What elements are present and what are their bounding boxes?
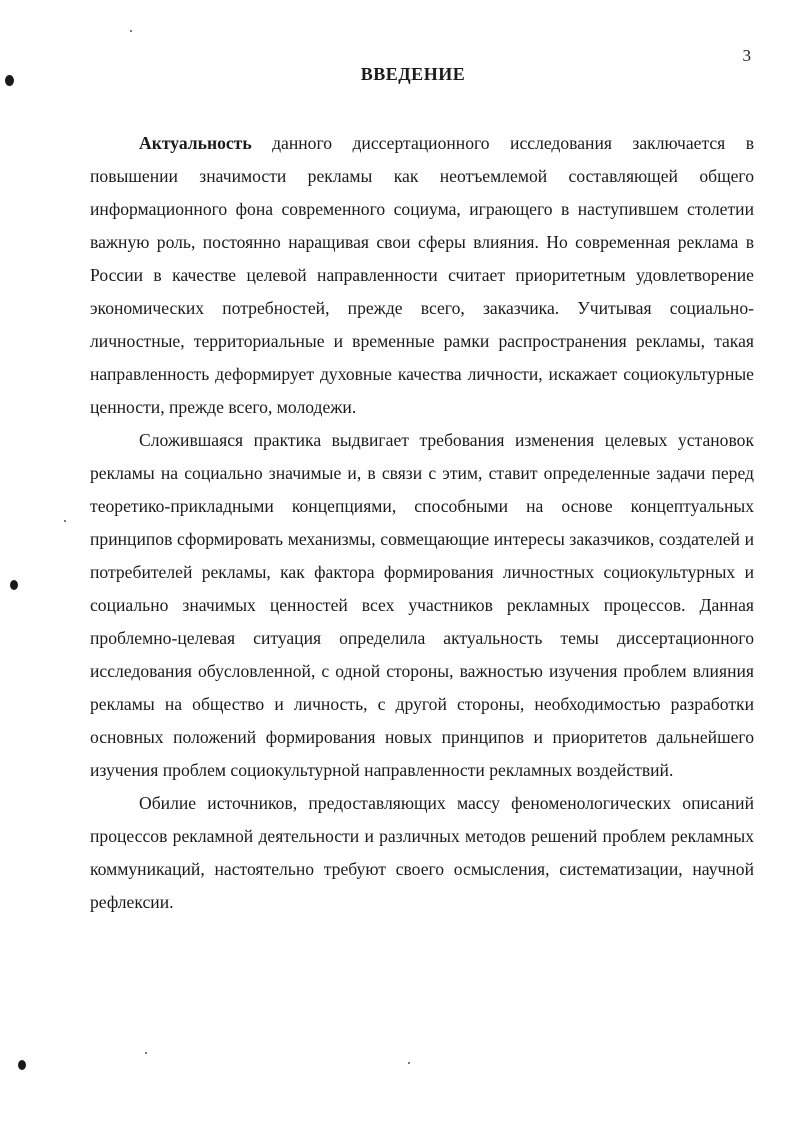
scan-speck — [408, 1062, 410, 1064]
scan-speck — [64, 520, 66, 522]
binder-hole-mark-bottom — [18, 1060, 26, 1070]
paragraph-relevance-text: данного диссертационного исследования заключается в повышении значимости рекламы как неотъемлемой составляющей общего информационного фона современного социума, играющего в наступившем столетии важную роль, постоянно наращивая свои сферы влияния. Но современная реклама в России в качестве целевой направленности считает приоритетным удовлетворение экономических потребностей, прежде всего, заказчика. Учитывая социально-личностные, территориальные и временные рамки распространения рекламы, такая направленность деформирует духовные качества личности, искажает социокультурные ценности, прежде всего, молодежи. — [90, 133, 754, 417]
scan-speck — [145, 1052, 147, 1054]
body-text — [90, 127, 754, 919]
paragraph-relevance — [90, 127, 754, 424]
paragraph-sources: Обилие источников, предоставляющих массу феноменологических описаний процессов рекламной деятельности и различных методов решений проблем рекламных коммуникаций, настоятельно требуют своего осмысления, систематизации, научной рефлексии. — [90, 793, 754, 912]
page-title: ВВЕДЕНИЕ — [360, 64, 466, 84]
paragraph-practice: Сложившаяся практика выдвигает требования изменения целевых установок рекламы на социально значимые и, в связи с этим, ставит определенные задачи перед теоретико-прикладными концепциями, способными на основе концептуальных принципов сформировать механизмы, совмещающие интересы заказчиков, создателей и потребителей рекламы, как фактора формирования личностных социокультурных и социально значимых ценностей всех участников рекламных процессов. Данная проблемно-целевая ситуация определила актуальность темы диссертационного исследования обусловленной, с одной стороны, важностью изучения проблем влияния рекламы на общество и личность, с другой стороны, необходимостью разработки основных положений формирования новых принципов и приоритетов дальнейшего изучения проблем социокультурной направленности рекламных воздействий. — [90, 430, 754, 780]
binder-hole-mark-middle — [10, 580, 18, 590]
binder-hole-mark-top — [5, 75, 14, 86]
scan-speck — [130, 30, 132, 32]
relevance-lead: Актуальность — [139, 133, 252, 153]
page-number: 3 — [742, 46, 751, 65]
